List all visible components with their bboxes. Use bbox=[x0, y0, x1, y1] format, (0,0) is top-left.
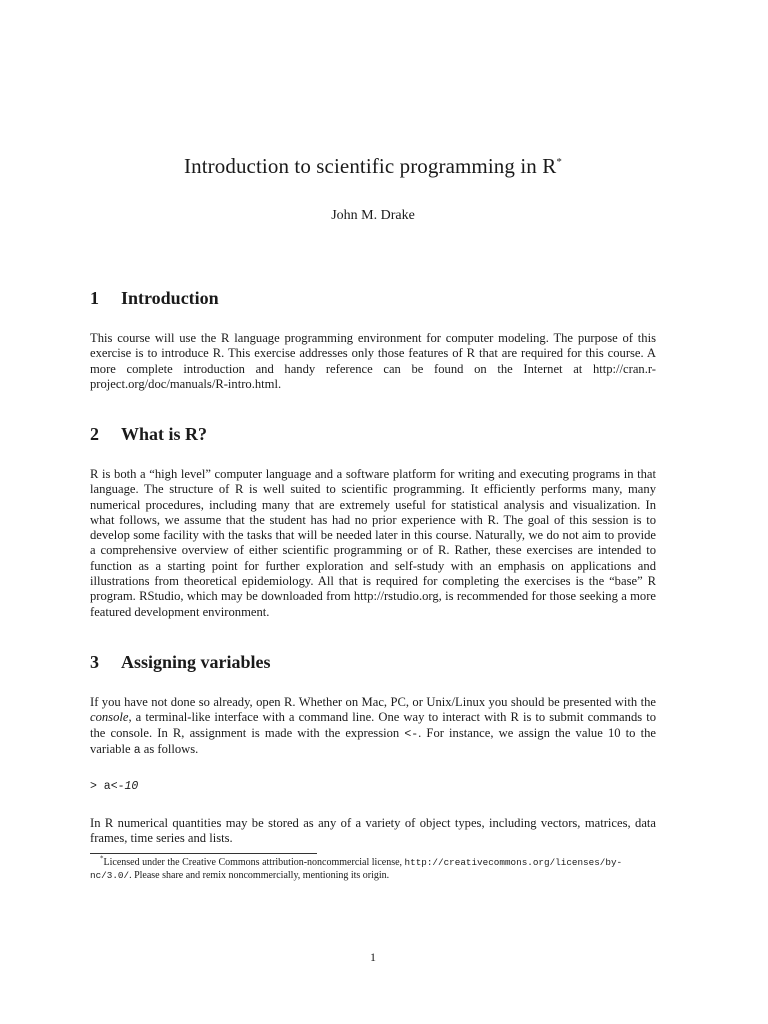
para-text: If you have not done so already, open R. Whether on Mac, PC, or Unix/Linux you should be presented with the bbox=[90, 695, 656, 709]
page-number: 1 bbox=[370, 950, 376, 964]
footnote-text: Licensed under the Creative Commons attribution-noncommercial license, bbox=[103, 857, 405, 868]
title-text: Introduction to scientific programming in R bbox=[184, 154, 557, 178]
para-text: as follows. bbox=[140, 741, 199, 756]
section-3-paragraph-1 bbox=[90, 695, 656, 758]
section-3-heading bbox=[90, 652, 271, 673]
code-value: 10 bbox=[124, 780, 139, 793]
section-1-heading bbox=[90, 288, 219, 309]
paper-page bbox=[90, 0, 656, 1024]
section-3-title: Assigning variables bbox=[121, 652, 271, 672]
section-1-paragraph: This course will use the R language programming environment for computer modeling. The purpose of this exercise is to introduce R. This exercise addresses only those features of R that are required for this course. A more complete introduction and handy reference can be found on the Internet at http://cran.r-project.org/doc/manuals/R-intro.html. bbox=[90, 331, 656, 391]
code-example bbox=[90, 780, 138, 793]
code-prompt: > a<- bbox=[90, 780, 125, 793]
section-2-heading bbox=[90, 424, 207, 445]
section-3-paragraph-2: In R numerical quantities may be stored as any of a variety of object types, including vectors, matrices, data frames, time series and lists. bbox=[90, 816, 656, 846]
footnote-divider bbox=[90, 853, 317, 854]
section-1-title: Introduction bbox=[121, 288, 219, 308]
footnote-text: . Please share and remix noncommercially, mentioning its origin. bbox=[129, 870, 390, 881]
footnote-url: http://creativecommons.org/licenses/by-nc/3.0/ bbox=[90, 857, 623, 881]
footnote-marker: * bbox=[100, 854, 104, 863]
section-2-paragraph: R is both a “high level” computer language and a software platform for writing and executing programs in that language. The structure of R is well suited to scientific programming. It efficiently performs many, many numerical procedures, including many that are extremely useful for statistical analysis and visualization. In what follows, we assume that the student has had no prior experience with R. The goal of this session is to develop some facility with the tasks that will be needed later in this course. Naturally, we do not aim to provide a comprehensive overview of either scientific programming or of R. Rather, these exercises are intended to function as a starting point for further exploration and self-study with an emphasis on applications and illustrations from theoretical epidemiology. All that is required for completing the exercises is the “base” R program. RStudio, which may be downloaded from http://rstudio.org, is recommended for those seeking a more featured development environment. bbox=[90, 467, 656, 619]
section-2-title: What is R? bbox=[121, 424, 208, 444]
section-1-number: 1 bbox=[90, 288, 99, 308]
section-3-number: 3 bbox=[90, 652, 99, 672]
paper-title bbox=[90, 154, 656, 179]
para-text: . For instance, we assign the value 10 to the variable bbox=[90, 725, 656, 756]
author-name: John M. Drake bbox=[331, 208, 415, 223]
para-text: , a terminal-like interface with a command line. One way to interact with R is to submit commands to the console. In R, assignment is made with the expression bbox=[90, 710, 656, 740]
variable-name: a bbox=[133, 743, 141, 757]
title-footnote-marker: * bbox=[556, 156, 562, 168]
assignment-operator: <- bbox=[404, 727, 419, 741]
section-2-number: 2 bbox=[90, 424, 99, 444]
footnote bbox=[90, 856, 656, 882]
console-term: console bbox=[90, 710, 129, 725]
